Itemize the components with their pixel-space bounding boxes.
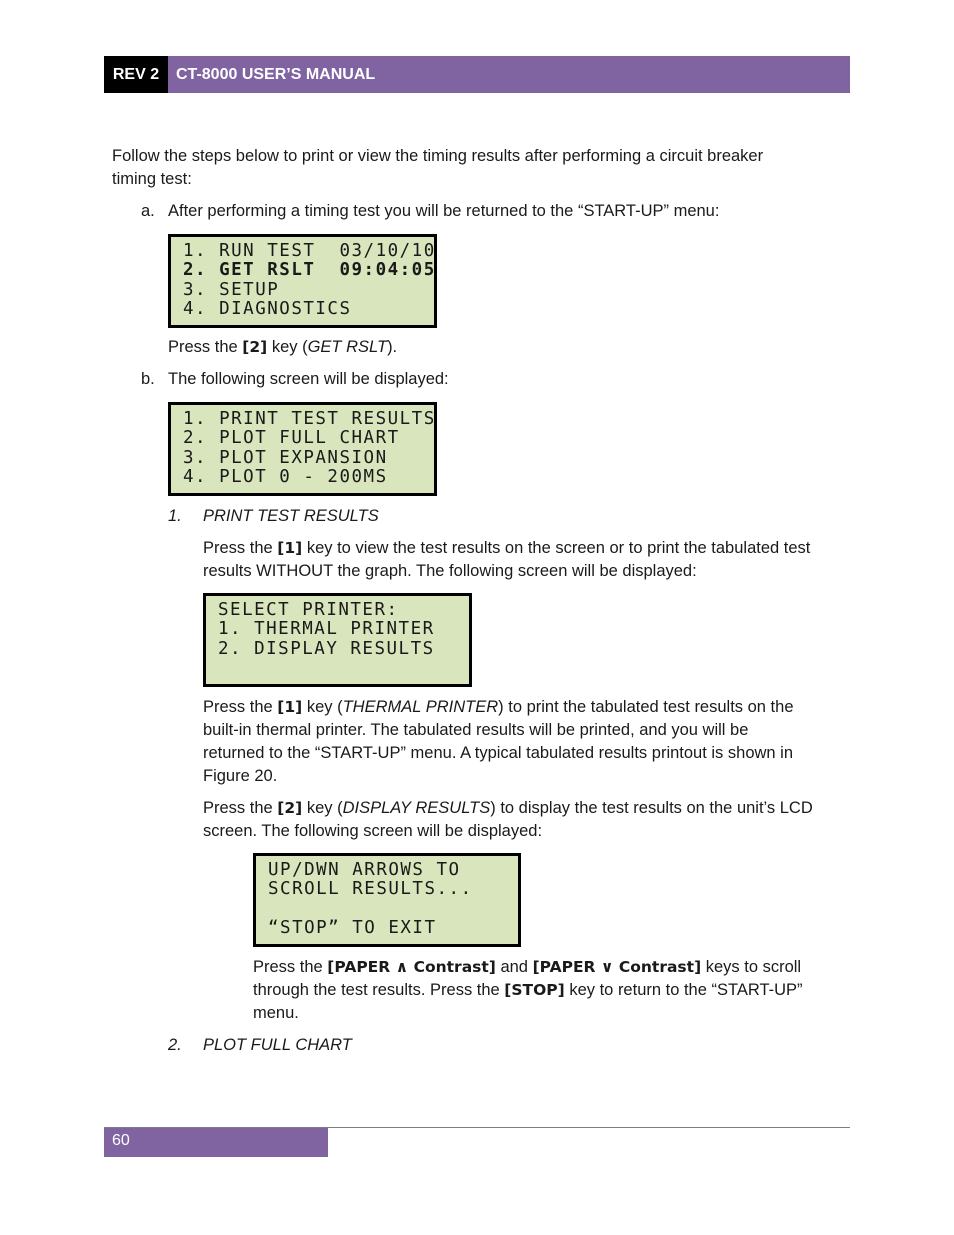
key-1: [1] (277, 698, 303, 716)
item-1-p4-line-1 (253, 956, 801, 979)
lcd-line: SCROLL RESULTS... (268, 879, 473, 900)
item-1-marker: 1. (168, 507, 182, 525)
item-1-p2-line-1 (203, 696, 794, 719)
lcd-line: UP/DWN ARROWS TO (268, 860, 461, 880)
display-results-label: DISPLAY RESULTS (342, 799, 491, 817)
key-paper-down-contrast: [PAPER ∨ Contrast] (532, 958, 702, 976)
lcd-line: 1. RUN TEST 03/10/10 (183, 241, 436, 261)
intro-line-2: timing test: (112, 170, 192, 188)
text-fragment: Press the (203, 539, 278, 557)
lcd-line: 1. PRINT TEST RESULTS (183, 409, 436, 429)
step-a-marker: a. (141, 202, 155, 220)
lcd-line: 2. PLOT FULL CHART (183, 428, 400, 449)
lcd-select-printer (203, 593, 472, 687)
text-fragment: Press the (168, 338, 243, 356)
item-1-p1-line-1 (203, 537, 810, 560)
item-1-title: PRINT TEST RESULTS (203, 507, 379, 525)
step-b-marker: b. (141, 370, 155, 388)
key-paper-up-contrast: [PAPER ∧ Contrast] (327, 958, 496, 976)
lcd-line (268, 900, 518, 919)
item-1-p4-line-3: menu. (253, 1004, 299, 1022)
item-2-marker: 2. (168, 1036, 182, 1054)
lcd-line: “STOP” TO EXIT (268, 917, 437, 938)
text-fragment: ) to display the test results on the unit’s LCD (490, 799, 813, 817)
item-1-p2-line-4: Figure 20. (203, 767, 278, 785)
item-1-p3-line-2: screen. The following screen will be displayed: (203, 822, 543, 840)
key-1: [1] (277, 539, 303, 557)
lcd-line (218, 659, 469, 678)
text-fragment: ). (387, 338, 398, 356)
item-2-title: PLOT FULL CHART (203, 1036, 352, 1054)
item-1-p2-line-3: returned to the “START-UP” menu. A typical tabulated results printout is shown in (203, 744, 794, 762)
lcd-line: 2. DISPLAY RESULTS (218, 638, 435, 659)
get-rslt-label: GET RSLT (307, 338, 388, 356)
text-fragment: key ( (302, 799, 343, 817)
page-header (104, 56, 850, 93)
text-fragment: and (495, 958, 533, 976)
key-2: [2] (242, 338, 268, 356)
text-fragment: Press the (203, 799, 278, 817)
revision-label: REV 2 (104, 56, 168, 93)
thermal-printer-label: THERMAL PRINTER (342, 698, 499, 716)
step-a-press (168, 336, 397, 359)
item-1-p2-line-2: built-in thermal printer. The tabulated results will be printed, and you will be (203, 721, 749, 739)
lcd-scroll-results (253, 853, 521, 947)
text-fragment: ) to print the tabulated test results on the (498, 698, 794, 716)
key-2: [2] (277, 799, 303, 817)
step-a-text: After performing a timing test you will be returned to the “START-UP” menu: (168, 202, 720, 220)
page-number: 60 (104, 1128, 328, 1157)
step-b-text: The following screen will be displayed: (168, 370, 449, 388)
lcd-line: 3. PLOT EXPANSION (183, 447, 388, 468)
intro-line-1: Follow the steps below to print or view the timing results after performing a circuit breaker (112, 147, 764, 165)
key-stop: [STOP] (504, 981, 565, 999)
lcd-line: SELECT PRINTER: (218, 600, 399, 620)
lcd-line: 4. DIAGNOSTICS (183, 298, 352, 319)
lcd-line: 2. GET RSLT 09:04:05 (183, 260, 436, 281)
text-fragment: Press the (203, 698, 278, 716)
text-fragment: key to view the test results on the screen or to print the tabulated test (302, 539, 811, 557)
text-fragment: key ( (267, 338, 308, 356)
item-1-p3-line-1 (203, 797, 813, 820)
manual-title: CT-8000 USER’S MANUAL (168, 56, 850, 93)
text-fragment: key ( (302, 698, 343, 716)
lcd-line: 3. SETUP (183, 279, 280, 300)
text-fragment: Press the (253, 958, 328, 976)
item-1-p1-line-2: results WITHOUT the graph. The following screen will be displayed: (203, 562, 697, 580)
lcd-results-menu (168, 402, 437, 496)
lcd-line: 1. THERMAL PRINTER (218, 619, 435, 640)
text-fragment: keys to scroll (701, 958, 802, 976)
lcd-startup-menu (168, 234, 437, 328)
text-fragment: key to return to the “START-UP” (564, 981, 803, 999)
lcd-line: 4. PLOT 0 - 200MS (183, 466, 388, 487)
item-1-p4-line-2 (253, 979, 803, 1002)
text-fragment: through the test results. Press the (253, 981, 505, 999)
